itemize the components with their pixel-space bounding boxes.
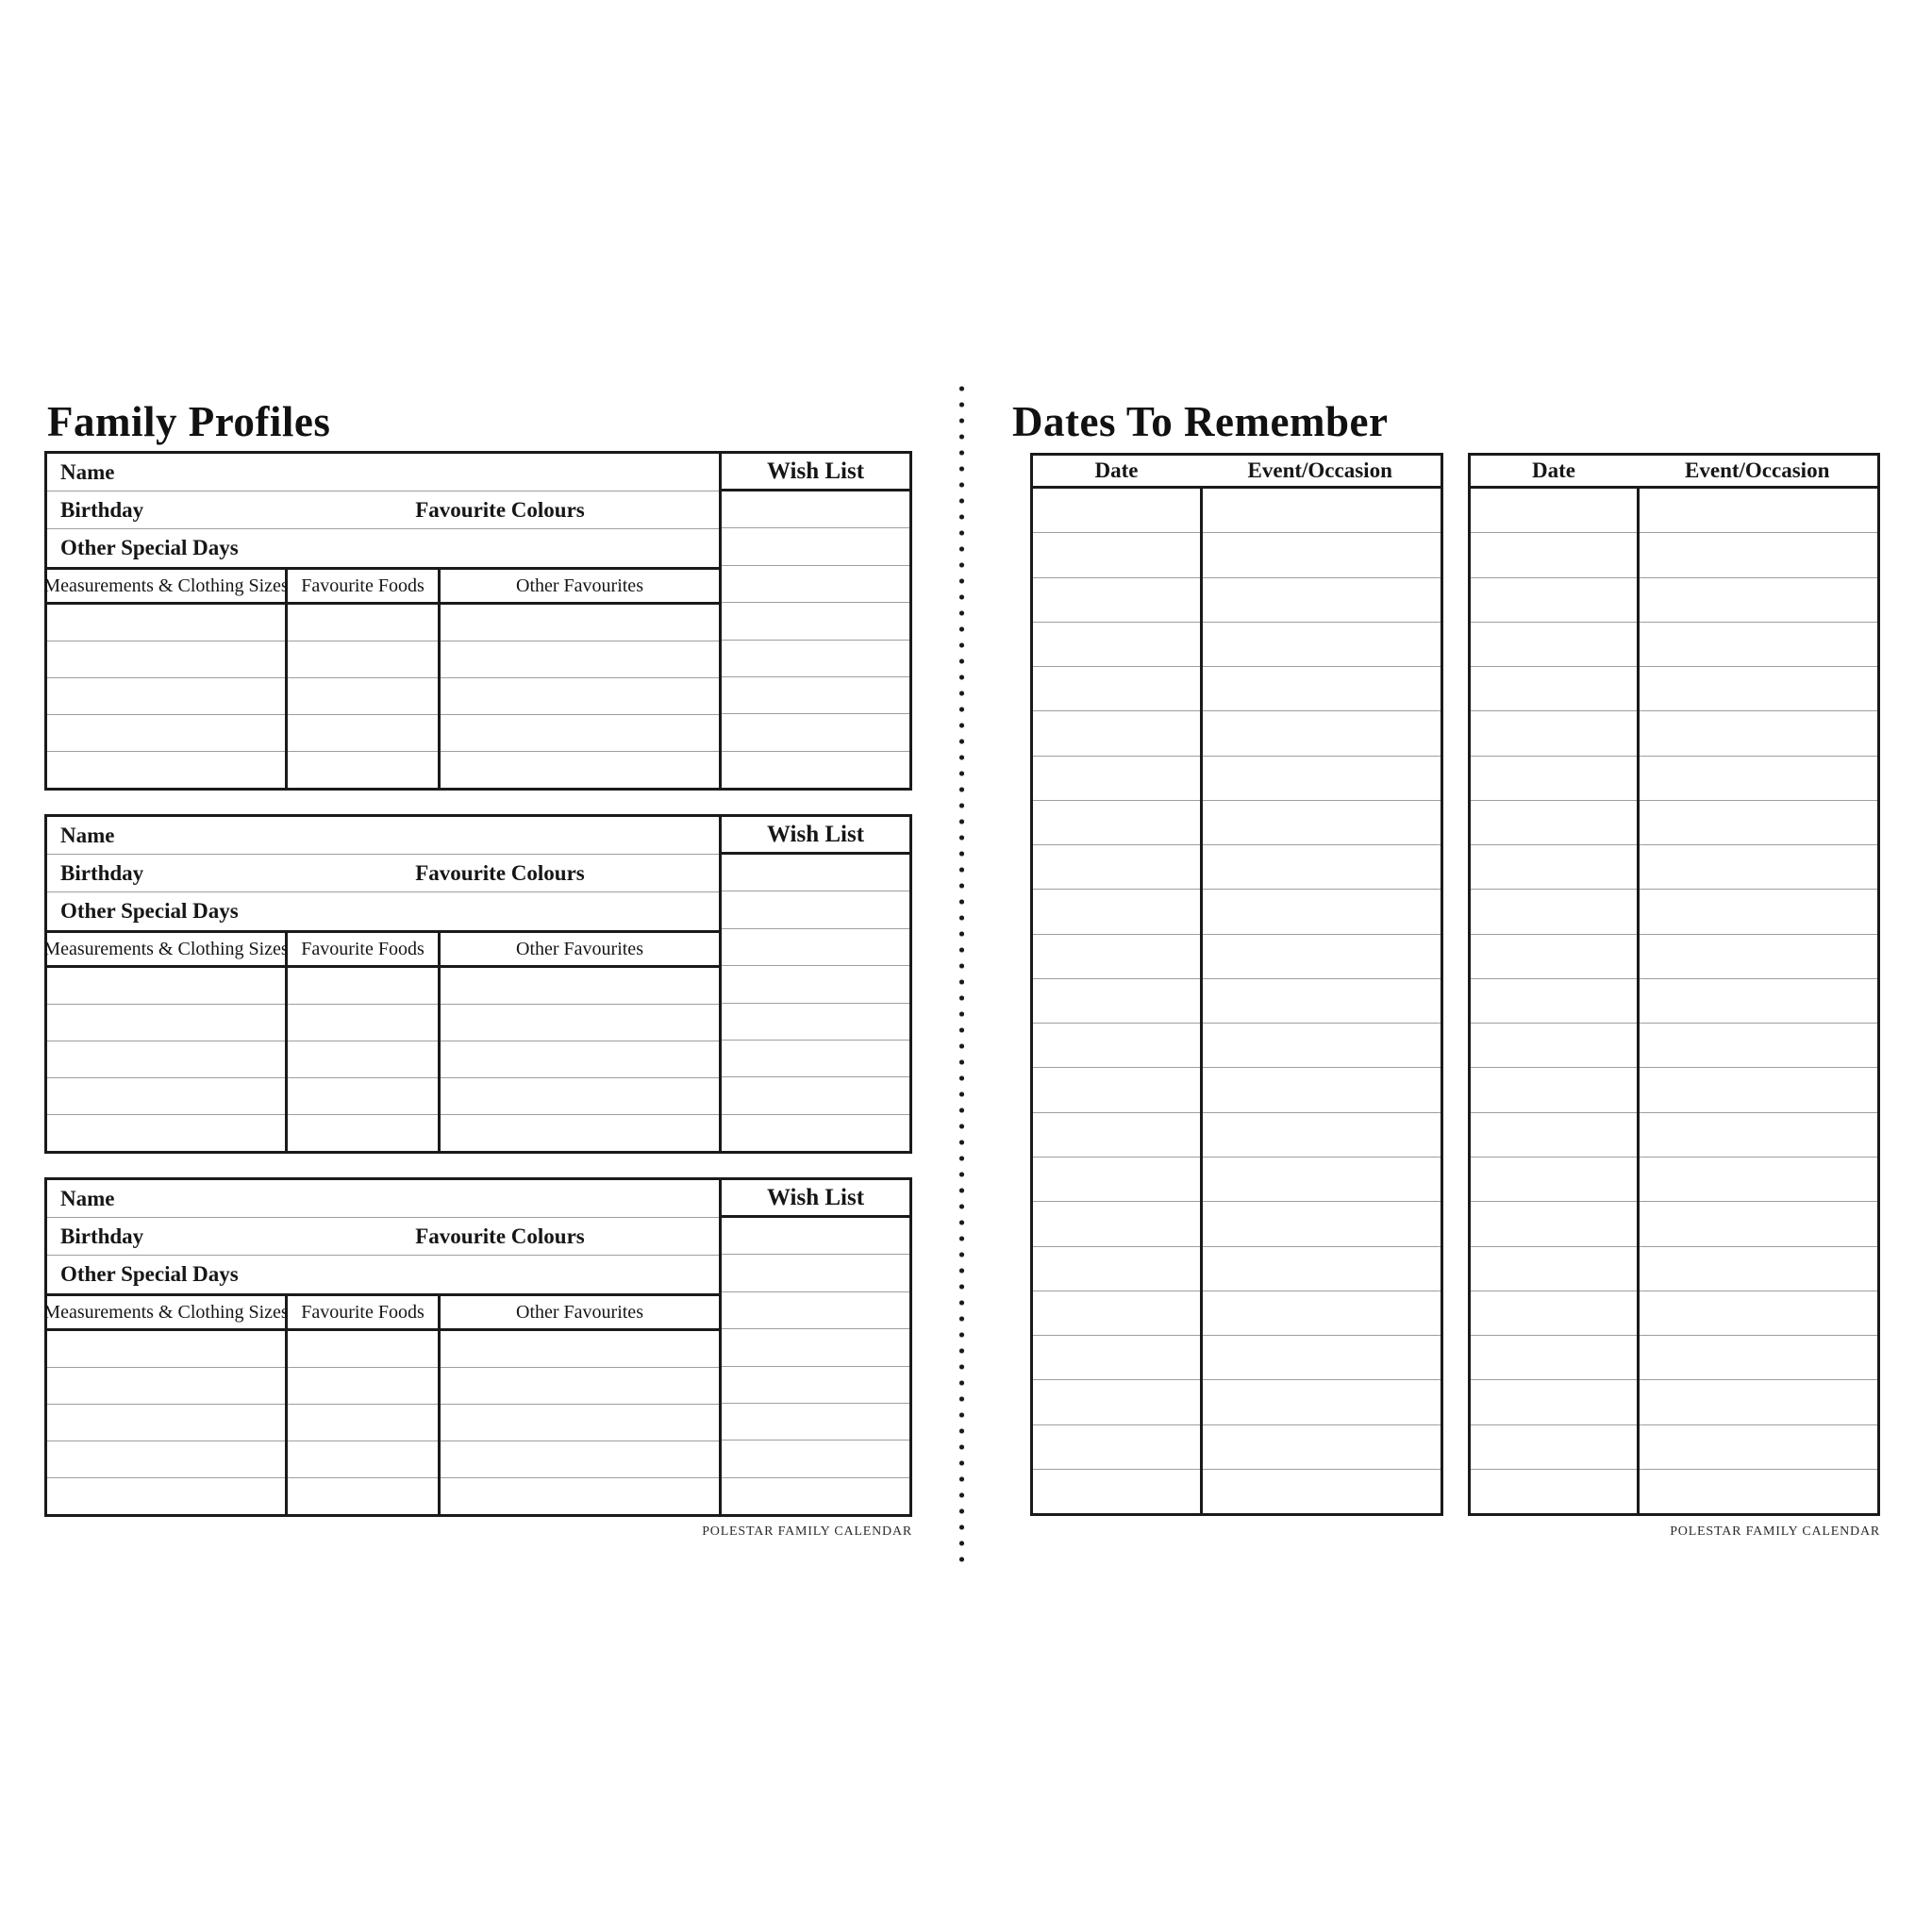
empty-row (722, 1114, 909, 1151)
birthday-label: Birthday (60, 860, 144, 885)
empty-row (1471, 489, 1878, 532)
empty-row (722, 1477, 909, 1514)
empty-row (47, 968, 285, 1004)
favourite-foods-column (288, 605, 441, 788)
favourite-foods-column (288, 1331, 441, 1514)
dates-entry-rows (1471, 489, 1878, 1513)
empty-row (1033, 532, 1441, 576)
empty-row (1033, 1246, 1441, 1291)
profile-detail-grid (47, 605, 719, 788)
profile-column-headers (43, 1293, 719, 1331)
favourite-foods-header: Favourite Foods (288, 933, 441, 965)
family-profiles-title: Family Profiles (47, 398, 331, 445)
empty-row (47, 1367, 285, 1404)
empty-row (1471, 1424, 1878, 1469)
favourite-foods-header: Favourite Foods (288, 570, 441, 602)
empty-row (288, 968, 438, 1004)
profile-block (44, 451, 912, 791)
profile-block (44, 1177, 912, 1517)
dates-table-header (1033, 456, 1441, 489)
other-favourites-column (441, 968, 719, 1151)
empty-row (1033, 1157, 1441, 1201)
birthday-row (47, 1218, 719, 1256)
empty-row (441, 1041, 719, 1077)
empty-row (722, 928, 909, 965)
empty-row (441, 968, 719, 1004)
empty-row (1033, 489, 1441, 532)
dates-table (1030, 453, 1443, 1516)
empty-row (722, 1366, 909, 1403)
profile-block (44, 814, 912, 1154)
favourite-foods-column (288, 968, 441, 1151)
empty-row (1471, 622, 1878, 666)
empty-row (1471, 1469, 1878, 1513)
empty-row (47, 1077, 285, 1114)
name-label: Name (60, 459, 115, 484)
date-column-header: Date (1531, 458, 1575, 482)
other-special-days-label: Other Special Days (60, 1262, 239, 1286)
empty-row (1033, 756, 1441, 800)
profile-block-left-section (43, 817, 719, 1151)
empty-row (1033, 844, 1441, 889)
wish-list-header: Wish List (722, 454, 909, 491)
empty-row (288, 1404, 438, 1441)
empty-row (288, 1041, 438, 1077)
empty-row (1471, 1067, 1878, 1111)
empty-row (288, 1004, 438, 1041)
empty-row (1033, 577, 1441, 622)
empty-row (722, 713, 909, 750)
empty-row (1471, 1157, 1878, 1201)
empty-row (1471, 1379, 1878, 1424)
empty-row (722, 491, 909, 527)
other-favourites-header: Other Favourites (516, 575, 643, 596)
empty-row (47, 714, 285, 751)
name-row (47, 817, 719, 855)
empty-row (1471, 1023, 1878, 1067)
birthday-label: Birthday (60, 1224, 144, 1248)
empty-row (441, 714, 719, 751)
measurements-clothing-sizes-header: Measurements & Clothing Sizes (47, 933, 288, 965)
event-occasion-column-header: Event/Occasion (1685, 458, 1830, 482)
empty-row (288, 641, 438, 677)
empty-row (722, 565, 909, 602)
wish-list-rows (722, 855, 909, 1151)
family-profiles-section (44, 451, 912, 1541)
wish-list-rows (722, 1218, 909, 1514)
empty-row (441, 1441, 719, 1477)
empty-row (722, 891, 909, 927)
empty-row (1033, 1291, 1441, 1335)
name-row (47, 1180, 719, 1218)
dates-table-body (1033, 489, 1441, 1513)
empty-row (722, 1254, 909, 1291)
dates-to-remember-section (1030, 453, 1880, 1516)
left-page-footer: POLESTAR FAMILY CALENDAR (702, 1524, 912, 1539)
other-favourites-header: Other Favourites (516, 938, 643, 959)
empty-row (47, 1404, 285, 1441)
favourite-colours-label: Favourite Colours (415, 860, 585, 885)
birthday-row (47, 855, 719, 892)
empty-row (441, 677, 719, 714)
empty-row (722, 1076, 909, 1113)
dates-table-body (1471, 489, 1878, 1513)
other-favourites-header: Other Favourites (516, 1301, 643, 1323)
empty-row (441, 1404, 719, 1441)
empty-row (47, 677, 285, 714)
favourite-colours-label: Favourite Colours (415, 1224, 585, 1248)
wish-list-header: Wish List (722, 817, 909, 855)
empty-row (1471, 756, 1878, 800)
empty-row (1033, 889, 1441, 933)
empty-row (47, 605, 285, 641)
empty-row (722, 676, 909, 713)
empty-row (441, 1077, 719, 1114)
favourite-foods-header: Favourite Foods (288, 1296, 441, 1328)
empty-row (722, 965, 909, 1002)
empty-row (722, 1003, 909, 1040)
empty-row (47, 751, 285, 788)
empty-row (1471, 889, 1878, 933)
empty-row (288, 1077, 438, 1114)
empty-row (1033, 1201, 1441, 1245)
wish-list-column (719, 817, 909, 1151)
empty-row (722, 1291, 909, 1328)
birthday-label: Birthday (60, 497, 144, 522)
event-occasion-column-header: Event/Occasion (1247, 458, 1392, 482)
measurements-column (47, 968, 288, 1151)
empty-row (1471, 934, 1878, 978)
empty-row (722, 602, 909, 639)
empty-row (441, 1367, 719, 1404)
other-special-days-row (47, 529, 719, 567)
empty-row (288, 677, 438, 714)
empty-row (722, 1040, 909, 1076)
empty-row (1471, 577, 1878, 622)
empty-row (1033, 800, 1441, 844)
empty-row (1033, 1112, 1441, 1157)
empty-row (441, 1331, 719, 1367)
empty-row (47, 1441, 285, 1477)
empty-row (1471, 1246, 1878, 1291)
empty-row (288, 714, 438, 751)
empty-row (1033, 934, 1441, 978)
empty-row (441, 1477, 719, 1514)
empty-row (1471, 1112, 1878, 1157)
empty-row (1033, 1469, 1441, 1513)
empty-row (1471, 666, 1878, 710)
wish-list-column (719, 454, 909, 788)
empty-row (1033, 1067, 1441, 1111)
empty-row (722, 640, 909, 676)
empty-row (47, 1114, 285, 1151)
wish-list-rows (722, 491, 909, 788)
empty-row (288, 1477, 438, 1514)
empty-row (1033, 622, 1441, 666)
empty-row (441, 605, 719, 641)
birthday-row (47, 491, 719, 529)
empty-row (722, 527, 909, 564)
empty-row (1033, 1424, 1441, 1469)
profile-column-headers (43, 930, 719, 968)
name-label: Name (60, 823, 115, 847)
empty-row (441, 751, 719, 788)
empty-row (1033, 1335, 1441, 1379)
empty-row (1471, 1291, 1878, 1335)
empty-row (1471, 1335, 1878, 1379)
measurements-column (47, 605, 288, 788)
other-special-days-label: Other Special Days (60, 536, 239, 559)
empty-row (47, 1331, 285, 1367)
profile-block-left-section (43, 454, 719, 788)
empty-row (722, 1218, 909, 1254)
empty-row (47, 1477, 285, 1514)
empty-row (1033, 666, 1441, 710)
empty-row (722, 855, 909, 891)
empty-row (441, 1114, 719, 1151)
empty-row (441, 1004, 719, 1041)
other-special-days-label: Other Special Days (60, 899, 239, 923)
empty-row (288, 1367, 438, 1404)
date-event-column-divider (1637, 489, 1640, 1513)
date-column-header: Date (1094, 458, 1139, 482)
other-favourites-column (441, 605, 719, 788)
empty-row (288, 1441, 438, 1477)
other-favourites-column (441, 1331, 719, 1514)
profile-detail-grid (47, 968, 719, 1151)
empty-row (288, 1114, 438, 1151)
name-row (47, 454, 719, 491)
name-label: Name (60, 1186, 115, 1210)
empty-row (1033, 710, 1441, 755)
empty-row (722, 1440, 909, 1476)
empty-row (1471, 532, 1878, 576)
empty-row (1471, 1201, 1878, 1245)
empty-row (1033, 1379, 1441, 1424)
page-fold-dotted-line (958, 381, 965, 1568)
empty-row (288, 751, 438, 788)
right-page-footer: POLESTAR FAMILY CALENDAR (1670, 1524, 1880, 1539)
dates-to-remember-title: Dates To Remember (1012, 398, 1389, 445)
wish-list-column (719, 1180, 909, 1514)
empty-row (441, 641, 719, 677)
profile-detail-grid (47, 1331, 719, 1514)
empty-row (722, 1328, 909, 1365)
empty-row (1471, 844, 1878, 889)
empty-row (1471, 710, 1878, 755)
profile-column-headers (43, 567, 719, 605)
other-special-days-row (47, 1256, 719, 1293)
empty-row (47, 1041, 285, 1077)
other-special-days-row (47, 892, 719, 930)
empty-row (1471, 800, 1878, 844)
empty-row (288, 605, 438, 641)
profile-block-left-section (43, 1180, 719, 1514)
date-event-column-divider (1200, 489, 1203, 1513)
empty-row (1471, 978, 1878, 1023)
empty-row (1033, 1023, 1441, 1067)
measurements-clothing-sizes-header: Measurements & Clothing Sizes (47, 1296, 288, 1328)
empty-row (288, 1331, 438, 1367)
dates-entry-rows (1033, 489, 1441, 1513)
empty-row (722, 751, 909, 788)
measurements-column (47, 1331, 288, 1514)
empty-row (47, 1004, 285, 1041)
empty-row (47, 641, 285, 677)
dates-table (1468, 453, 1881, 1516)
empty-row (722, 1403, 909, 1440)
wish-list-header: Wish List (722, 1180, 909, 1218)
favourite-colours-label: Favourite Colours (415, 497, 585, 522)
empty-row (1033, 978, 1441, 1023)
dates-table-header (1471, 456, 1878, 489)
measurements-clothing-sizes-header: Measurements & Clothing Sizes (47, 570, 288, 602)
